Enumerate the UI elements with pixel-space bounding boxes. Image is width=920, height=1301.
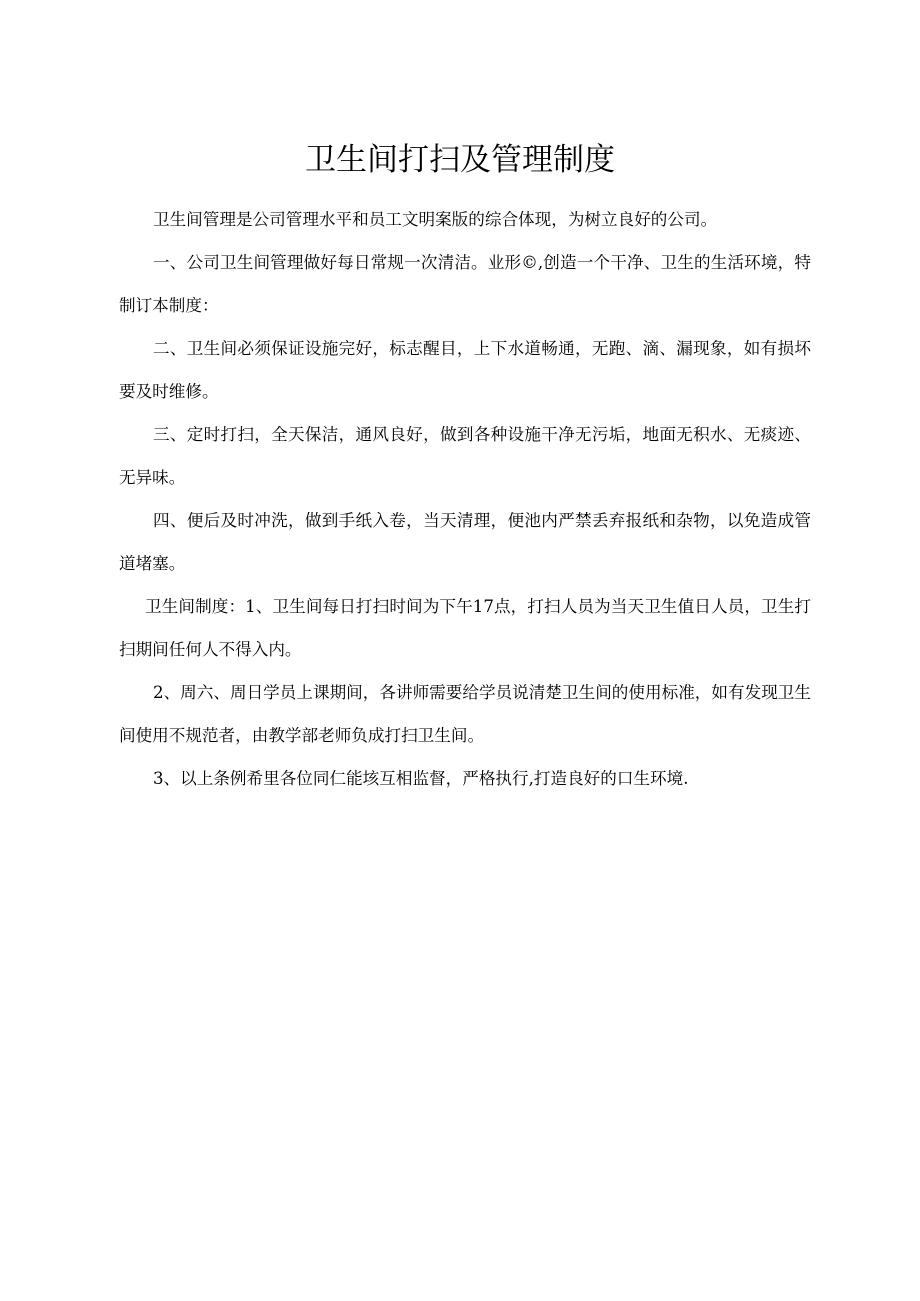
document-title: 卫生间打扫及管理制度 [305, 142, 615, 178]
paragraph-rules-3: 3、以上条例希里各位同仁能垓互相监督，严格执行,打造良好的口生环境. [153, 769, 689, 788]
paragraph-item-3: 三、定时打扫，全天保洁，通风良好，做到各种设施干净无污垢，地面无积水、无痰迹、无异味。 [119, 425, 811, 487]
document-body [119, 198, 811, 800]
paragraph-rules-1: 卫生间制度：1、卫生间每日打扫时间为下午17点，打扫人员为当天卫生值日人员，卫生打扫期间任何人不得入内。 [119, 597, 811, 659]
paragraph-item-4: 四、便后及时冲洗，做到手纸入卷，当天清理，便池内严禁丢弃报纸和杂物，以免造成管道堵塞。 [119, 511, 811, 573]
paragraph-item-2: 二、卫生间必须保证设施完好，标志醒目，上下水道畅通，无跑、滴、漏现象，如有损坏要及时维修。 [119, 339, 811, 401]
paragraph-rules-2: 2、周六、周日学员上课期间，各讲师需要给学员说清楚卫生间的使用标准，如有发现卫生间使用不规范者，由教学部老师负成打扫卫生间。 [119, 683, 811, 745]
paragraph-intro: 卫生间管理是公司管理水平和员工文明案版的综合体现，为树立良好的公司。 [153, 210, 718, 229]
paragraph-item-1: 一、公司卫生间管理做好每日常规一次清洁。业形©,创造一个干净、卫生的生活环境，特制订本制度： [119, 253, 811, 315]
